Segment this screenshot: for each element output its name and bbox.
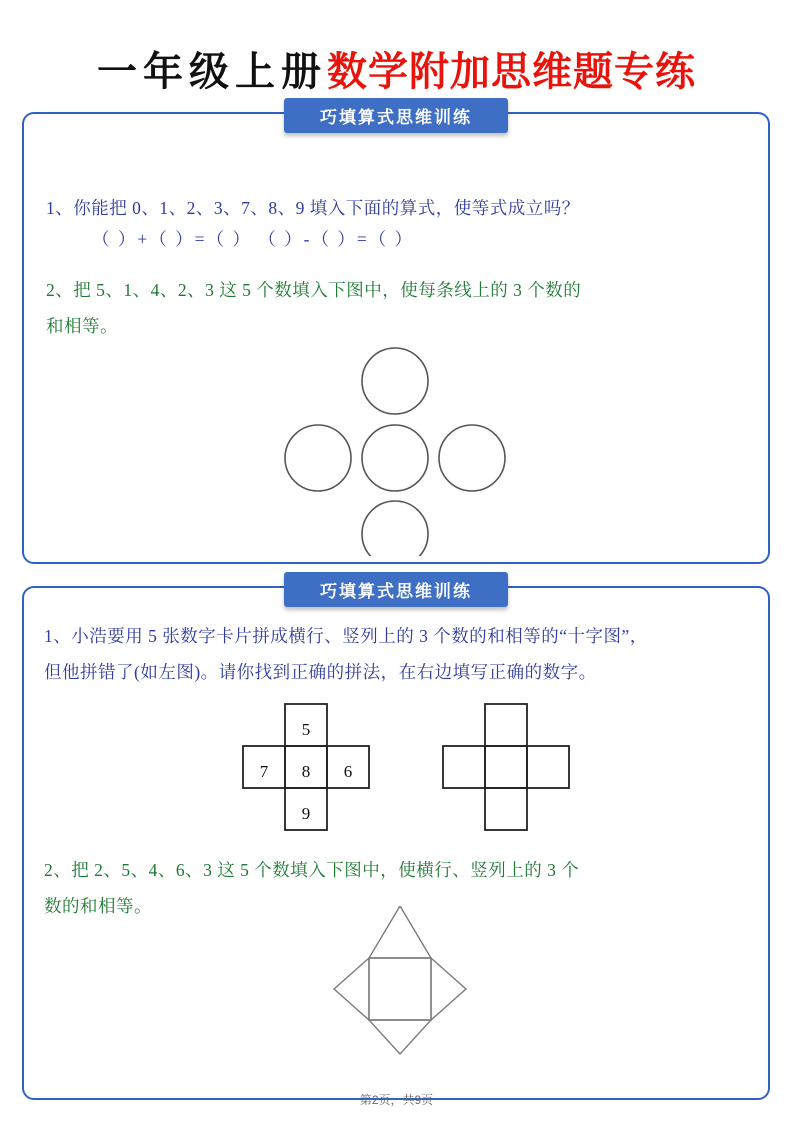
- cross-grid-figures: [240, 700, 580, 845]
- section-card-1: [22, 108, 770, 564]
- cross-cell-right: 6: [343, 761, 353, 781]
- section-header-1: 巧填算式思维训练: [284, 98, 508, 133]
- question-1-1-text: 1、你能把 0、1、2、3、7、8、9 填入下面的算式，使等式成立吗？: [46, 198, 580, 218]
- cross-cell-center: 8: [301, 761, 311, 781]
- question-2-1-line1: 1、小浩要用 5 张数字卡片拼成横行、竖列上的 3 个数的和相等的“十字图”，: [44, 626, 648, 646]
- section-card-2: [22, 582, 770, 1100]
- question-1-1-blanks: （ ）+（ ）=（ ） （ ）-（ ）=（ ）: [92, 229, 415, 249]
- cross-cell-top: 5: [301, 719, 311, 739]
- question-1-2-line1: 2、把 5、1、4、2、3 这 5 个数填入下图中，使每条线上的 3 个数的: [46, 280, 582, 300]
- star-square-diagram: [314, 906, 494, 1061]
- cross-cell-left: 7: [259, 761, 269, 781]
- cross-cell-bottom: 9: [301, 803, 311, 823]
- five-circle-cross-diagram: [270, 346, 520, 561]
- question-1-2-line2: 和相等。: [46, 316, 118, 336]
- page-title-black: 一年级上册: [97, 49, 327, 94]
- page-footer: 第2页，共9页: [359, 1093, 434, 1107]
- question-2-2-line2: 数的和相等。: [44, 896, 152, 916]
- question-2-1-line2: 但他拼错了(如左图)。请你找到正确的拼法，在右边填写正确的数字。: [44, 662, 597, 682]
- page-title: [0, 40, 793, 97]
- section-header-2: 巧填算式思维训练: [284, 572, 508, 607]
- question-2-2-line1: 2、把 2、5、4、6、3 这 5 个数填入下图中，使横行、竖列上的 3 个: [44, 860, 580, 880]
- page-title-red: 数学附加思维题专练: [327, 49, 696, 94]
